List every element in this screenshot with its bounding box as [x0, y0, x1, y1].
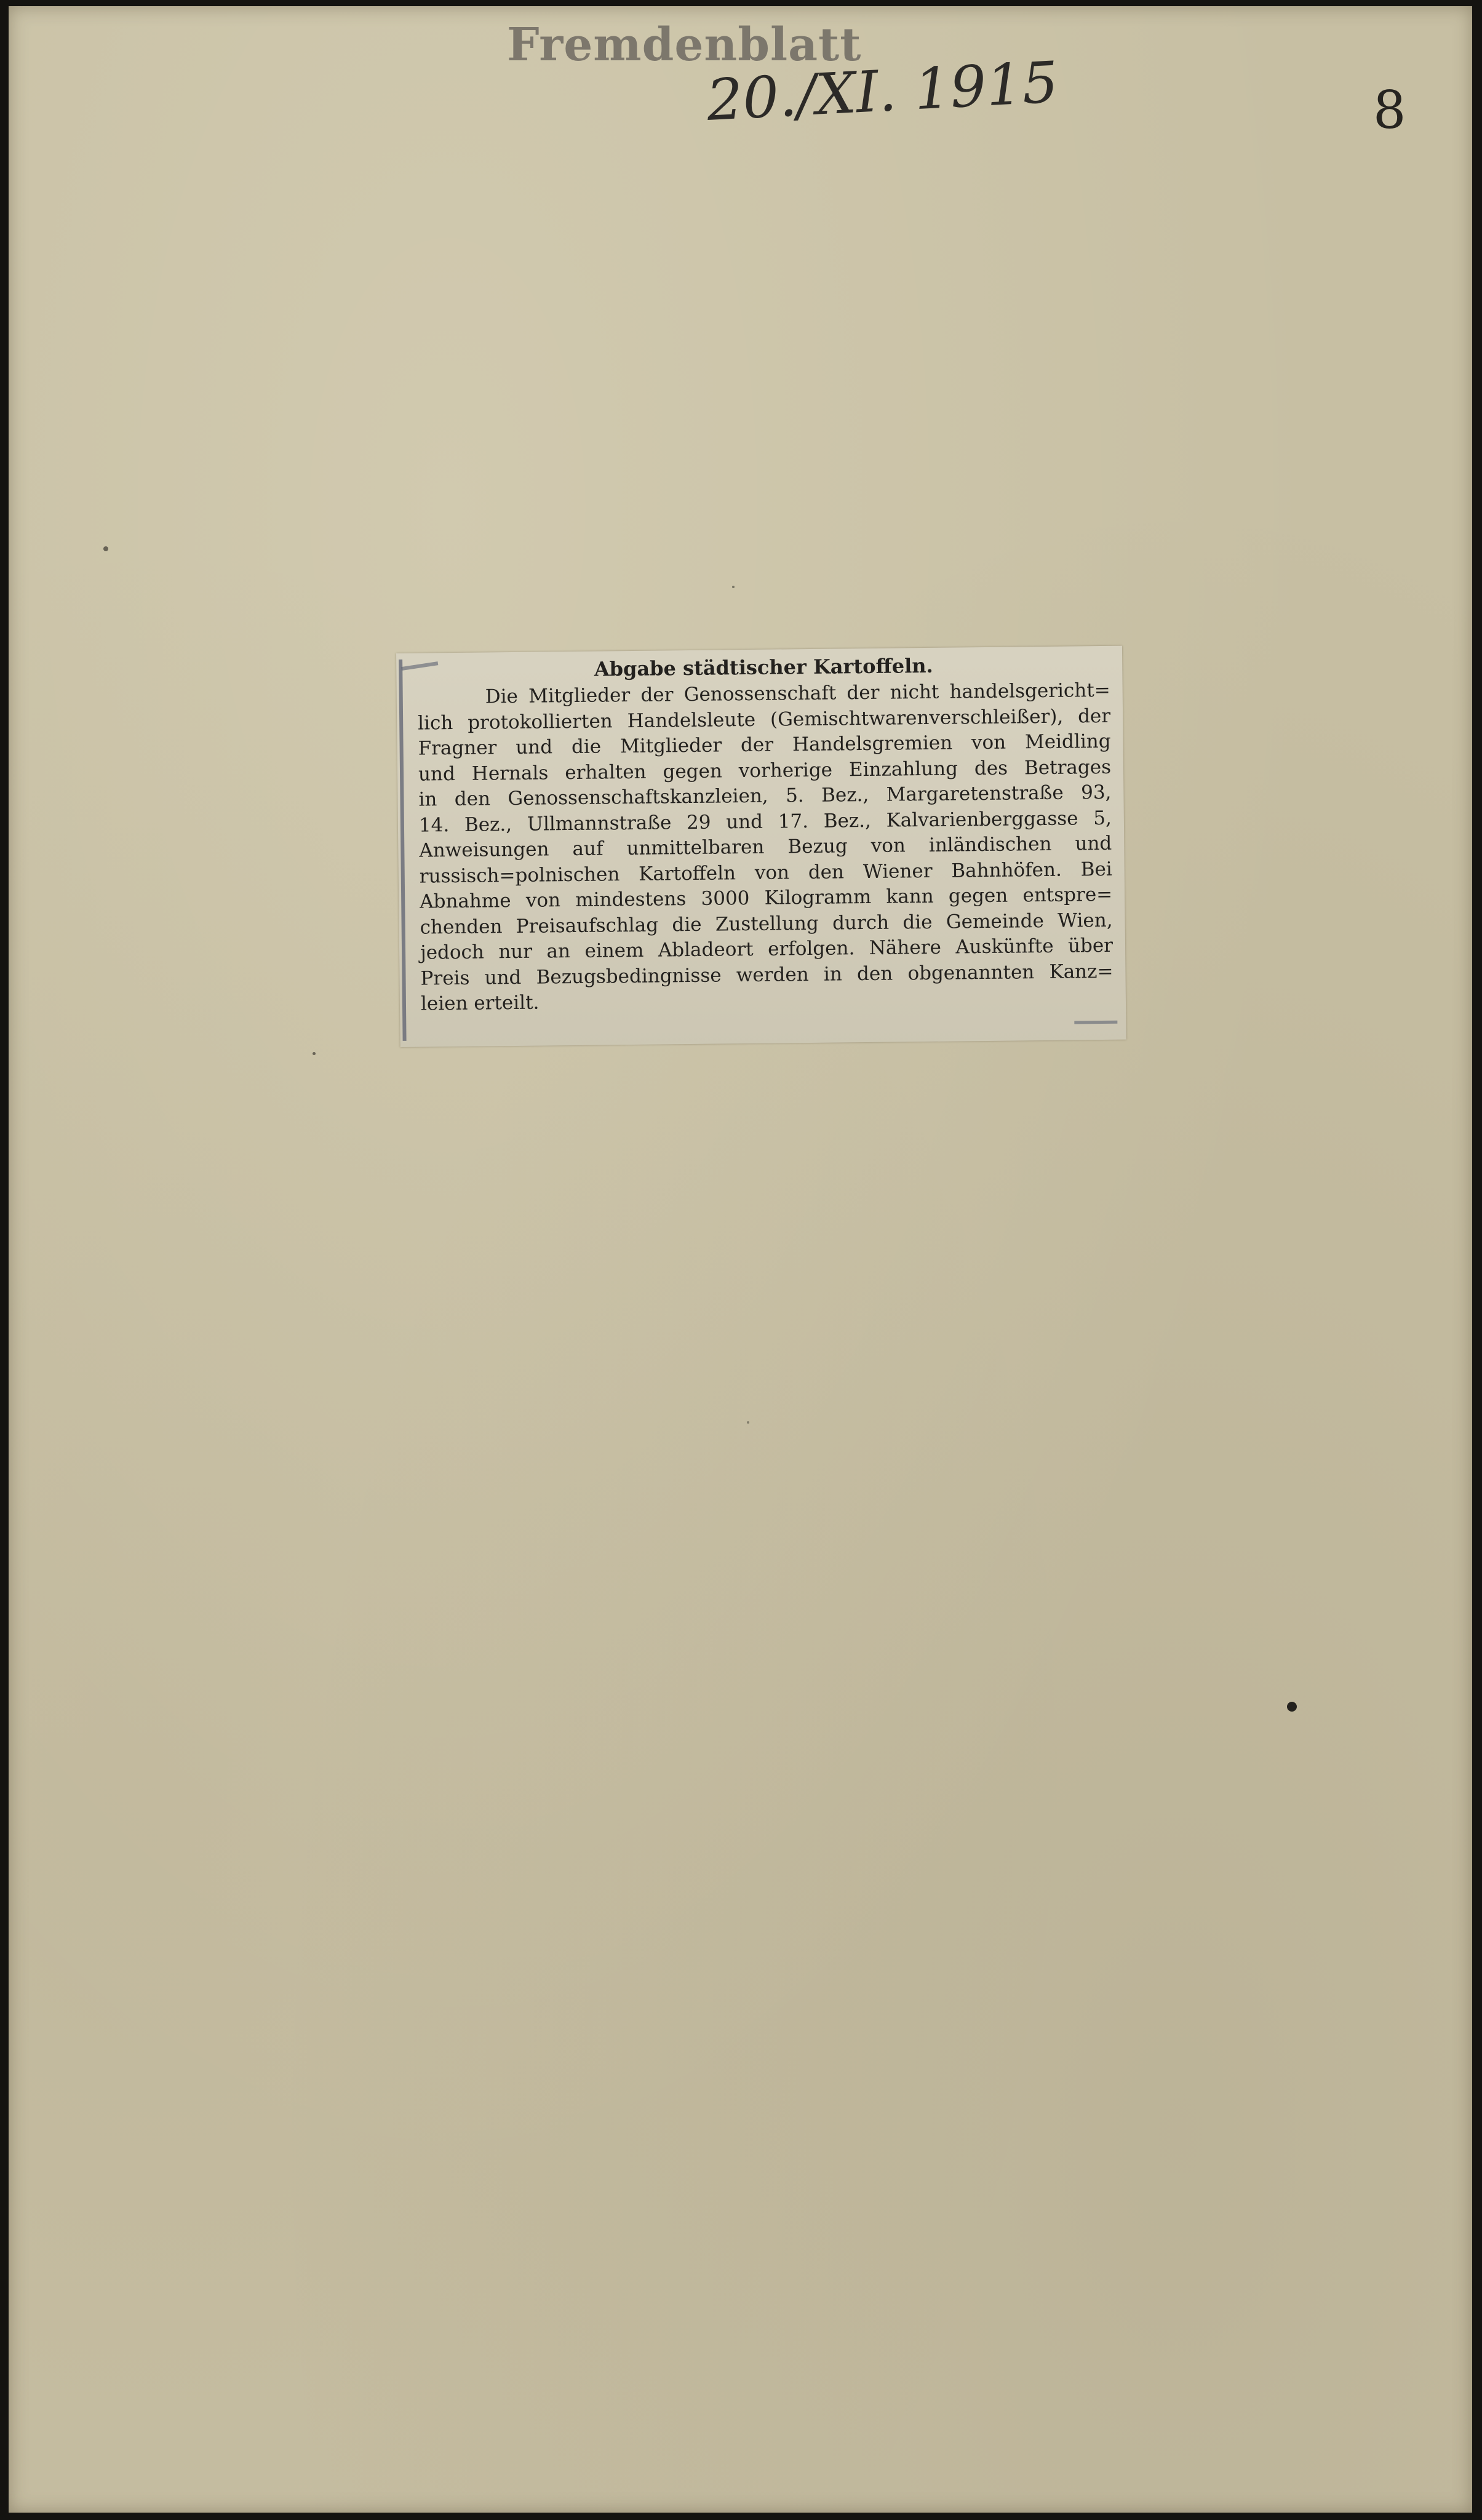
ink-speck — [313, 1052, 316, 1055]
handwritten-date: 20./XI. 1915 — [705, 49, 1060, 134]
clipping-line: lich protokollierten Handelsleute (Gemischtwarenverschleißer), der — [417, 704, 1111, 735]
clipping-line: russisch=polnischen Kartoffeln von den Wiener Bahnhöfen. Bei — [419, 858, 1112, 888]
ink-speck — [1287, 1702, 1297, 1712]
clipping-line: Die Mitglieder der Genossenschaft der nicht handelsgericht= — [485, 679, 1110, 708]
publication-stamp: Fremdenblatt — [507, 18, 862, 71]
clipping-line: Fragner und die Mitglieder der Handelsgremien von Meidling — [418, 730, 1111, 760]
clipping-body — [418, 678, 1114, 1017]
clipping-line: in den Genossenschaftskanzleien, 5. Bez., Margaretenstraße 93, — [418, 781, 1112, 811]
clipping-line: und Hernals erhalten gegen vorherige Einzahlung des Betrages — [418, 756, 1112, 786]
document-page — [9, 6, 1472, 2513]
clipping-line: Abnahme von mindestens 3000 Kilogramm kann gegen entspre= — [420, 883, 1113, 913]
newspaper-clipping — [396, 646, 1126, 1047]
clipping-line: chenden Preisaufschlag die Zustellung durch die Gemeinde Wien, — [420, 909, 1113, 939]
ink-speck — [747, 1421, 749, 1424]
clipping-line: leien erteilt. — [420, 991, 540, 1015]
ink-speck — [103, 546, 108, 551]
clipping-line: jedoch nur an einem Abladeort erfolgen. Nähere Auskünfte über — [420, 934, 1113, 964]
clipping-edge-mark — [1074, 1021, 1117, 1024]
clipping-title: Abgabe städtischer Kartoffeln. — [594, 653, 933, 681]
page-number: 8 — [1373, 80, 1406, 140]
ink-speck — [732, 586, 735, 588]
clipping-line: Anweisungen auf unmittelbaren Bezug von inländischen und — [419, 832, 1112, 862]
clipping-line: Preis und Bezugsbedingnisse werden in den obgenannten Kanz= — [420, 960, 1113, 990]
clipping-edge-mark — [399, 660, 406, 1041]
clipping-line: 14. Bez., Ullmannstraße 29 und 17. Bez., Kalvarienberggasse 5, — [418, 807, 1112, 837]
